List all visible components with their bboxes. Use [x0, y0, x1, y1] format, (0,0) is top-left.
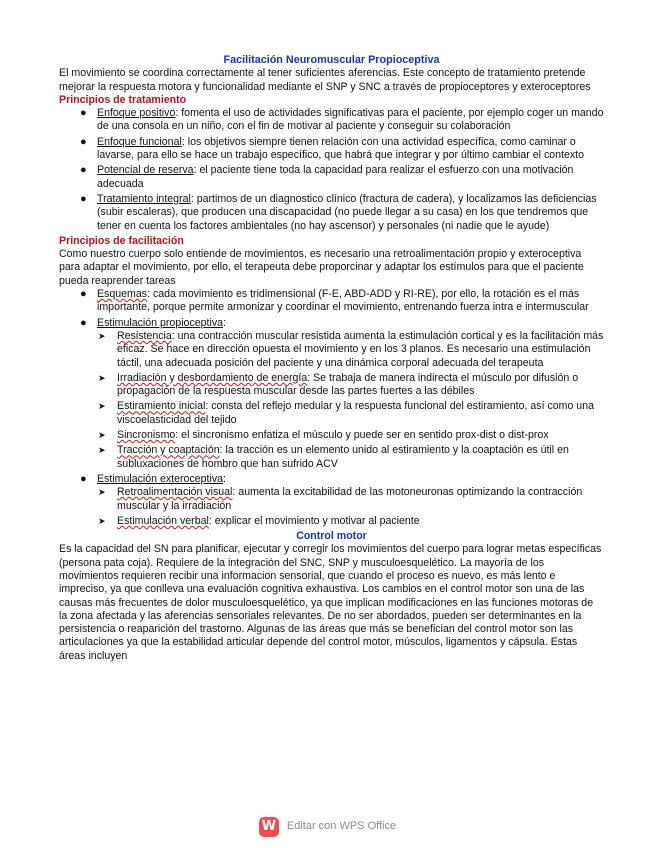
- document-page: [59, 54, 604, 663]
- sublist-item: [97, 330, 604, 370]
- item-text: : una contracción muscular resistida aumenta la estimulación cortical y es la facilitación más eficaz. Se hace en dirección opuesta el movimiento y en los 3 planos. Es necesario una estimulación táctil, una adecuada posición del paciente y una dinámica corporal adecuada del terapeuta: [117, 329, 604, 369]
- term: Tracción y coaptación: [117, 444, 220, 457]
- term: Enfoque positivo: [97, 107, 176, 120]
- item-text: :: [223, 316, 226, 329]
- term: Enfoque funcional: [97, 135, 182, 148]
- term: Tratamiento integral: [97, 192, 191, 205]
- list-item: [59, 317, 604, 471]
- heading-control-motor: Control motor: [296, 530, 367, 543]
- item-text: : los objetivos siempre tienen relación con una actividad específica, como caminar o lavarse, para ello se hace un trabajo específico, que habrá que integrar y por último cambiar el contexto: [97, 135, 585, 162]
- item-text: : cada movimiento es tridimensional (F-E, ABD-ADD y RI-RE), por ello, la rotación es el más importante, porque permite armonizar y coordinar el movimiento, entrenando fuerza intra e intermuscular: [97, 288, 589, 314]
- arrow-bullet-icon: ➤: [98, 487, 106, 498]
- list-item: [59, 164, 604, 191]
- facilitation-intro: Como nuestro cuerpo solo entiende de movimientos, es necesario una retroalimentación propio y exteroceptiva para adaptar el movimiento, por ello, el terapeuta debe proporcinar y adaptar los estímulos para que el paciente pueda reaprender tareas: [59, 248, 584, 287]
- term: Estiramiento inicial: [117, 400, 206, 413]
- propioceptive-sublist: [97, 330, 604, 471]
- item-text: : fomenta el uso de actividades significativas para el paciente, por ejemplo coger un mando de una consola en un niño, con el fin de motivar al paciente y conseguir su colaboración: [97, 107, 604, 133]
- facilitation-list: [59, 288, 604, 528]
- arrow-bullet-icon: ➤: [98, 401, 106, 412]
- control-motor-paragraph: Es la capacidad del SN para planificar, ejecutar y corregir los movimientos del cuerpo para lograr metas específicas (persona pata coja). Requiere de la integración del SNC, SNP y musculoesquelético. La mayoría de los movimientos requieren recibir una informacion sensorial, que cuando el proceso es nuevo, es más lento e impreciso, ya que conlleva una evaluación cognitiva exhaustiva. Los cambios en el control motor son una de las causas más frecuentes de dolor musculoesquelético, ya que implican modificaciones en las funciones motoras de la zona afectada y las aferencias sensoriales relevantes. De no ser abordados, pueden ser determinantes en la persistencia o reaparición del trastorno. Algunas de las áreas que más se benefician del control motor son las articulaciones ya que la estabilidad articular depende del control motor, músculos, ligamentos y cápsula. Estas áreas incluyen: [59, 543, 602, 662]
- term: Irradiación y desbordamiento de energía: [117, 371, 308, 384]
- item-text: : Se trabaja de manera indirecta el músculo por difusión o propagación de la respuesta muscular desde las partes fuertes a las débiles: [117, 371, 579, 398]
- item-text: :: [223, 472, 226, 485]
- bullet-icon: ●: [80, 107, 87, 120]
- item-text: : consta del reflejo medular y la respuesta funcional del estiramiento, así como una viscoelasticidad del tejido: [117, 400, 594, 426]
- sublist-item: [97, 486, 604, 513]
- wps-logo-icon: W: [259, 817, 279, 837]
- term: Estimulación exteroceptiva: [97, 472, 224, 485]
- bullet-icon: ●: [80, 192, 87, 205]
- sublist-item: [97, 444, 604, 471]
- item-text: : aumenta la excitabilidad de las motoneuronas optimizando la contracción muscular y la irradiación: [117, 486, 583, 512]
- document-title: Facilitación Neuromuscular Propioceptiva: [223, 54, 440, 66]
- item-text: : la tracción es un elemento unido al estiramiento y la coaptación es útil en subluxaciones de hombro que han sufrido ACV: [117, 444, 569, 470]
- list-item: [59, 473, 604, 528]
- wps-edit-label[interactable]: Editar con WPS Office: [286, 820, 397, 833]
- bullet-icon: ●: [80, 164, 87, 177]
- term: Retroalimentación visual: [117, 486, 233, 499]
- term: Estimulación verbal: [117, 514, 209, 527]
- bullet-icon: ●: [80, 135, 87, 148]
- term: Esquemas: [97, 288, 148, 301]
- item-text: : el paciente tiene toda la capacidad para realizar el esfuerzo con una motivación adecuada: [97, 164, 574, 190]
- list-item: [59, 107, 604, 134]
- item-text: : explicar el movimiento y motivar al paciente: [208, 514, 420, 527]
- sublist-item: [97, 429, 604, 442]
- list-item: [59, 288, 604, 315]
- item-text: : partimos de un diagnostico clínico (fractura de cadera), y localizamos las deficiencias (subir escaleras), que producen una discapacidad (no puede llegar a su casa) en los que tendremos que tener en cuenta los factores ambientales (no hay ascensor) y personales (ni nadie que le ayude): [97, 192, 597, 232]
- arrow-bullet-icon: ➤: [98, 515, 106, 526]
- term: Resistencia: [117, 329, 172, 342]
- term: Estimulación propioceptiva: [97, 316, 224, 329]
- exteroceptive-sublist: [97, 486, 604, 528]
- bullet-icon: ●: [80, 472, 87, 485]
- list-item: [59, 193, 604, 233]
- heading-principios-facilitacion: Principios de facilitación: [59, 234, 184, 247]
- bullet-icon: ●: [80, 288, 87, 301]
- bullet-icon: ●: [80, 316, 87, 329]
- sublist-item: [97, 400, 604, 427]
- arrow-bullet-icon: ➤: [98, 445, 106, 456]
- heading-principios-tratamiento: Principios de tratamiento: [59, 93, 187, 106]
- item-text: : el sincronismo enfatiza el músculo y puede ser en sentido prox-dist o dist-prox: [175, 429, 549, 442]
- sublist-item: [97, 515, 604, 528]
- wps-edit-banner[interactable]: [0, 816, 655, 838]
- sublist-item: [97, 372, 604, 399]
- arrow-bullet-icon: ➤: [98, 430, 106, 441]
- intro-paragraph: El movimiento se coordina correctamente al tener suficientes aferencias. Este concepto de tratamiento pretende mejorar la respuesta motora y funcionalidad mediante el SNP y SNC a través de propioceptores y exteroceptores: [59, 67, 591, 93]
- list-item: [59, 136, 604, 163]
- term: Sincronismo: [117, 429, 176, 442]
- arrow-bullet-icon: ➤: [98, 330, 106, 341]
- term: Potencial de reserva: [97, 164, 194, 177]
- arrow-bullet-icon: ➤: [98, 372, 106, 383]
- treatment-principles-list: [59, 107, 604, 233]
